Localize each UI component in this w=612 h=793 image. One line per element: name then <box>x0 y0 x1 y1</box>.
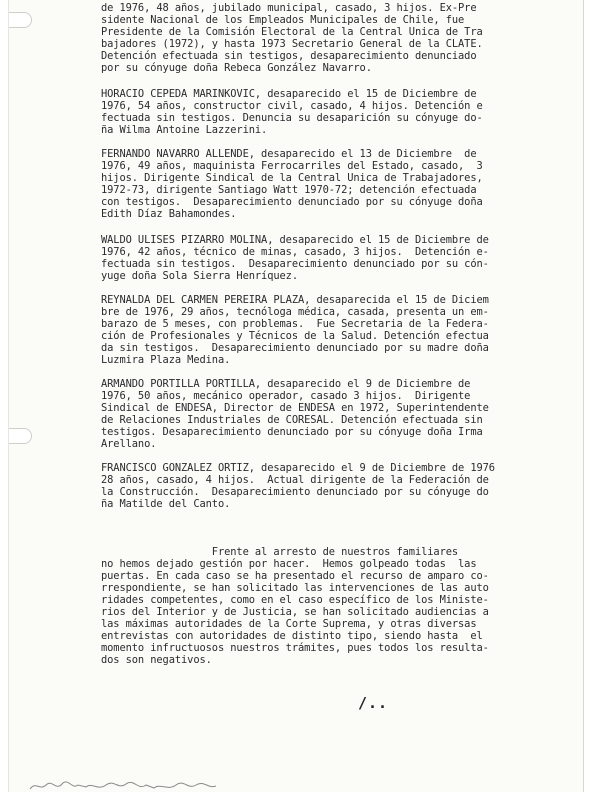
entry-gonzalez <box>101 462 563 510</box>
entry-pereira <box>101 294 563 366</box>
text-line: ña Matilde del Canto. <box>101 498 231 510</box>
text-line: 1976, 49 años, maquinista Ferrocarriles del Estado, casado, 3 <box>101 160 483 172</box>
text-line: 1976, 42 años, técnico de minas, casado, 3 hijos. Detención e- <box>101 246 489 258</box>
text-line: con testigos. Desaparecimiento denunciado por su cónyuge doña <box>101 196 483 208</box>
text-line: Arellano. <box>101 438 157 450</box>
text-line: sidente Nacional de los Empleados Municipales de Chile, fue <box>101 14 465 26</box>
text-line: FRANCISCO GONZALEZ ORTIZ, desaparecido el 9 de Diciembre de 1976 <box>101 462 495 474</box>
text-line: Luzmira Plaza Medina. <box>101 354 231 366</box>
entry-navarro <box>101 148 563 220</box>
text-line: 1976, 50 años, mecánico operador, casado 3 hijos. Dirigente <box>101 390 471 402</box>
text-line: bajadores (1972), y hasta 1973 Secretario General de la CLATE. <box>101 38 483 50</box>
text-line: por su cónyuge doña Rebeca González Navarro. <box>101 62 372 74</box>
text-line: no hemos dejado gestión por hacer. Hemos golpeado todas las <box>101 558 477 570</box>
text-line: yuge doña Sola Sierra Henríquez. <box>101 270 298 282</box>
text-line: REYNALDA DEL CARMEN PEREIRA PLAZA, desaparecida el 15 de Diciem <box>101 294 489 306</box>
text-line: barazo de 5 meses, con problemas. Fue Secretaria de la Federa- <box>101 318 489 330</box>
closing-paragraph <box>101 546 563 666</box>
punch-hole-middle <box>9 428 32 444</box>
entry-portilla <box>101 378 563 450</box>
text-line: 1972-73, dirigente Santiago Watt 1970-72; detención efectuada <box>101 184 477 196</box>
continuation-paragraph <box>101 2 563 74</box>
text-line: 28 años, casado, 4 hijos. Actual dirigente de la Federación de <box>101 474 489 486</box>
text-line: rrespondiente, se han solicitado las intervenciones de las auto <box>101 582 489 594</box>
text-line: las máximas autoridades de la Corte Suprema, y otras diversas <box>101 618 477 630</box>
text-line: fectuada sin testigos. Denuncia su desaparición su cónyuge do- <box>101 112 483 124</box>
text-line: 1976, 54 años, constructor civil, casado, 4 hijos. Detención e <box>101 100 483 112</box>
text-line: ridades competentes, como en el caso específico de los Ministe- <box>101 594 489 606</box>
text-line: da sin testigos. Desaparecimiento denunciado por su madre doña <box>101 342 489 354</box>
entry-pizarro <box>101 234 563 282</box>
text-line: testigos. Desaparecimiento denunciado por su cónyuge doña Irma <box>101 426 483 438</box>
text-line: ARMANDO PORTILLA PORTILLA, desaparecido el 9 de Diciembre de <box>101 378 471 390</box>
text-line: fectuada sin testigos. Desaparecimiento denunciado por su cón- <box>101 258 489 270</box>
text-line: Detención efectuada sin testigos, desaparecimiento denunciado <box>101 50 477 62</box>
text-line: dos son negativos. <box>101 654 212 666</box>
text-line: Edith Díaz Bahamondes. <box>101 208 237 220</box>
text-line: Sindical de ENDESA, Director de ENDESA en 1972, Superintendente <box>101 402 489 414</box>
text-line: bre de 1976, 29 años, tecnóloga médica, casada, presenta un em- <box>101 306 489 318</box>
text-line: entrevistas con autoridades de distinto tipo, siendo hasta el <box>101 630 483 642</box>
text-line: ción de Profesionales y Técnicos de la Salud. Detención efectua <box>101 330 489 342</box>
text-line: la Construcción. Desaparecimiento denunciado por su cónyuge do <box>101 486 489 498</box>
entry-cepeda <box>101 88 563 136</box>
text-line: HORACIO CEPEDA MARINKOVIC, desaparecido el 15 de Diciembre de <box>101 88 477 100</box>
text-line: FERNANDO NAVARRO ALLENDE, desaparecido el 13 de Diciembre de <box>101 148 477 160</box>
text-line: ña Wilma Antoine Lazzerini. <box>101 124 268 136</box>
text-line: WALDO ULISES PIZARRO MOLINA, desaparecido el 15 de Diciembre de <box>101 234 489 246</box>
text-line: de 1976, 48 años, jubilado municipal, casado, 3 hijos. Ex-Pre <box>101 2 477 14</box>
text-line: rios del Interior y de Justicia, se han solicitado audiencias a <box>101 606 489 618</box>
continuation-mark: /.. <box>358 694 389 712</box>
text-line: de Relaciones Industriales de CORESAL. Detención efectuada sin <box>101 414 483 426</box>
punch-hole-top <box>9 12 32 28</box>
handwritten-signature <box>28 779 218 793</box>
text-line: puertas. En cada caso se ha presentado el recurso de amparo co- <box>101 570 489 582</box>
text-line: hijos. Dirigente Sindical de la Central Unica de Trabajadores, <box>101 172 483 184</box>
signature-stroke <box>30 782 216 789</box>
text-line: momento infructuosos nuestros trámites, pues todos los resulta- <box>101 642 489 654</box>
text-line: Frente al arresto de nuestros familiares <box>101 546 459 558</box>
text-line: Presidente de la Comisión Electoral de la Central Unica de Tra <box>101 26 483 38</box>
